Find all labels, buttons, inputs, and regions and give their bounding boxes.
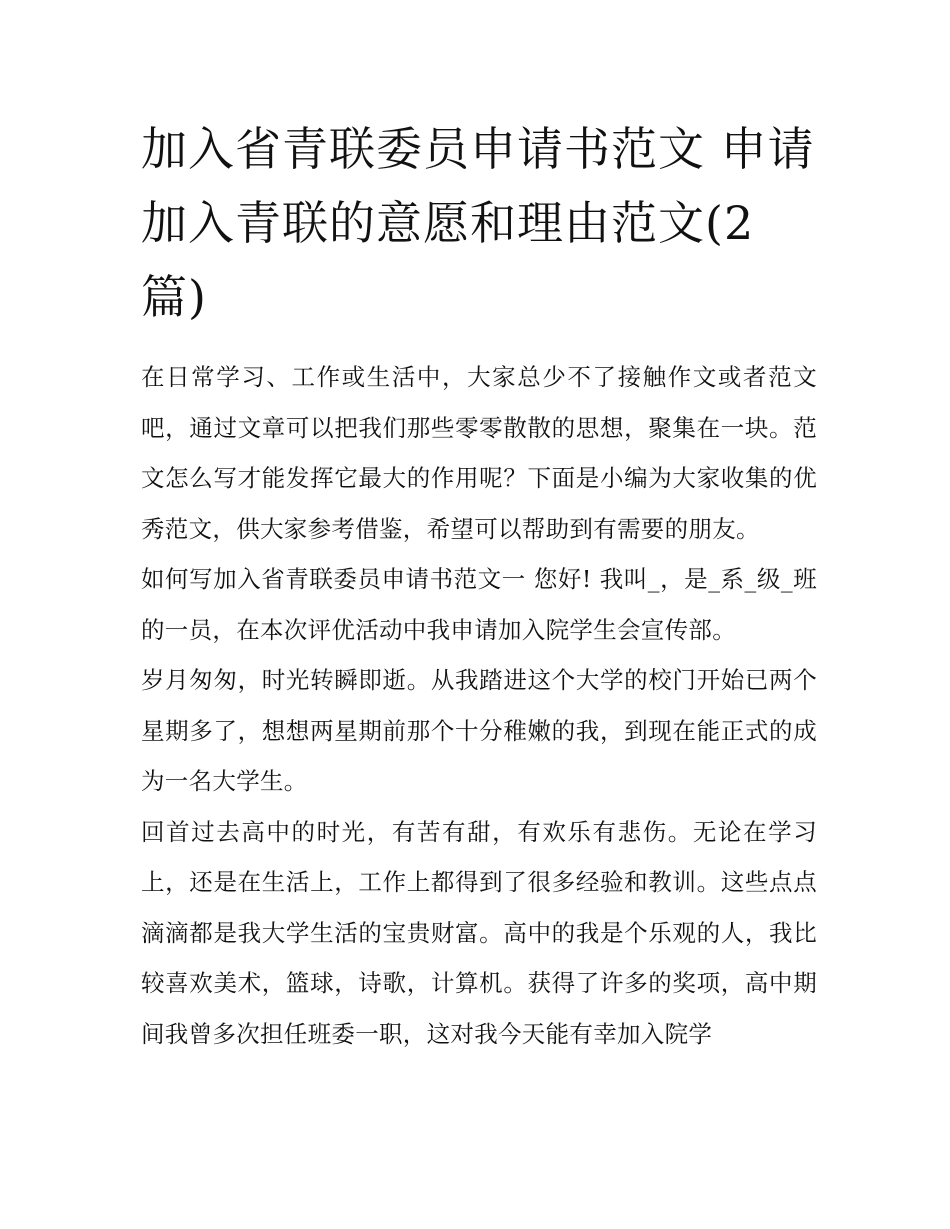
paragraph-time: 岁月匆匆，时光转瞬即逝。从我踏进这个大学的校门开始已两个星期多了，想想两星期前那个十分稚嫩的我，到现在能正式的成为一名大学生。: [141, 666, 817, 795]
paragraph-greeting: 如何写加入省青联委员申请书范文一 您好! 我叫_，是_系_级_班的一员，在本次评优活动中我申请加入院学生会宣传部。: [141, 565, 817, 644]
document-page: [141, 112, 817, 1059]
paragraph-intro: 在日常学习、工作或生活中，大家总少不了接触作文或者范文吧，通过文章可以把我们那些零零散散的思想，聚集在一块。范文怎么写才能发挥它最大的作用呢？下面是小编为大家收集的优秀范文，供大家参考借鉴，希望可以帮助到有需要的朋友。: [141, 363, 817, 543]
document-title: 加入省青联委员申请书范文 申请加入青联的意愿和理由范文(2篇): [141, 122, 815, 324]
paragraph-highschool: 回首过去高中的时光，有苦有甜，有欢乐有悲伤。无论在学习上，还是在生活上，工作上都得到了很多经验和教训。这些点点滴滴都是我大学生活的宝贵财富。高中的我是个乐观的人，我比较喜欢美术，篮球，诗歌，计算机。获得了许多的奖项，高中期间我曾多次担任班委一职，这对我今天能有幸加入院学: [141, 817, 817, 1048]
document-body: [141, 352, 817, 1059]
